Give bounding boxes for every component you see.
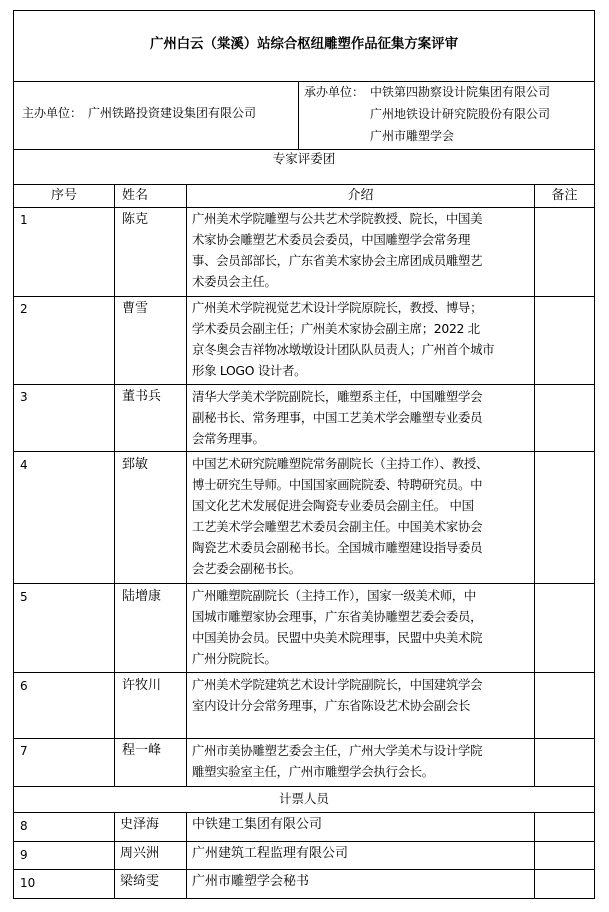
table-row-no: 10 xyxy=(20,876,36,890)
table-row-intro: 雕塑实验室主任，广州市雕塑学会执行会长。 xyxy=(192,764,434,779)
rule-col-remark-b xyxy=(534,812,535,898)
sponsor-name: 广州铁路投资建设集团有限公司 xyxy=(88,106,257,120)
column-header-remark: 备注 xyxy=(551,188,578,203)
table-row-org: 广州市雕塑学会秘书 xyxy=(192,874,310,889)
table-row-intro: 广州美术学院雕塑与公共艺术学院教授、院长，中国美 xyxy=(192,211,483,226)
table-row-no: 7 xyxy=(20,744,28,758)
table-row-intro: 术委员会主任。 xyxy=(192,274,277,289)
table-row-name: 陆增康 xyxy=(122,589,162,604)
rule-row2 xyxy=(13,384,595,385)
table-row-intro: 学术委员会副主任；广州美术家协会副主席；2022 北 xyxy=(192,321,480,336)
rule-row7 xyxy=(13,786,595,787)
rule-units-divider xyxy=(298,81,299,149)
rule-col-name-b xyxy=(186,812,187,898)
sponsor-label: 主办单位： xyxy=(22,106,83,120)
table-row-intro: 广州雕塑院副院长（主持工作），国家一级美术师，中 xyxy=(192,588,476,603)
counter-section-heading: 计票人员 xyxy=(278,791,329,806)
table-row-name: 郅敏 xyxy=(122,457,149,472)
rule-row6 xyxy=(13,738,595,739)
rule-col-no-b xyxy=(114,812,115,898)
rule-right xyxy=(594,10,595,899)
table-row-no: 4 xyxy=(20,458,28,472)
table-row-intro: 工艺美术学会雕塑艺术委员会副主任。中国美术家协会 xyxy=(192,519,483,534)
table-row-no: 8 xyxy=(20,819,28,833)
column-header-name: 姓名 xyxy=(122,188,149,203)
rule-section-bottom xyxy=(13,184,595,185)
organizer-name: 广州市雕塑学会 xyxy=(370,129,455,143)
rule-row9 xyxy=(13,869,595,870)
table-row-no: 2 xyxy=(20,302,28,316)
table-row-name: 陈克 xyxy=(122,212,149,227)
table-row-name: 周兴洲 xyxy=(120,846,160,861)
organizer-name: 广州地铁设计研究院股份有限公司 xyxy=(370,107,551,121)
table-row-intro: 事、会员部部长，广东省美术家协会主席团成员雕塑艺 xyxy=(192,253,483,268)
table-row-intro: 室内设计分会常务理事，广东省陈设艺术协会副会长 xyxy=(192,698,471,713)
table-row-intro: 国城市雕塑家协会理事，广东省美协雕塑艺委会委员， xyxy=(192,609,483,624)
table-row-name: 曹雪 xyxy=(122,301,149,316)
table-row-no: 6 xyxy=(20,679,28,693)
table-row-intro: 广州美术学院视觉艺术设计学院原院长，教授、博导； xyxy=(192,300,483,315)
table-row-no: 5 xyxy=(20,590,28,604)
rule-row8 xyxy=(13,841,595,842)
table-row-no: 1 xyxy=(20,213,28,227)
table-row-no: 3 xyxy=(20,390,28,404)
column-header-intro: 介绍 xyxy=(347,188,374,203)
organizer-label: 承办单位： xyxy=(304,85,365,99)
table-row-intro: 中国美协会员。民盟中央美术院理事，民盟中央美术院 xyxy=(192,630,483,645)
table-row-intro: 京冬奥会吉祥物冰墩墩设计团队队员责人；广州首个城市 xyxy=(192,342,495,357)
table-row-name: 程一峰 xyxy=(122,743,162,758)
table-row-name: 董书兵 xyxy=(122,389,162,404)
organizer-name: 中铁第四勘察设计院集团有限公司 xyxy=(370,85,551,99)
table-row-intro: 陶瓷艺术委员会副秘书长。全国城市雕塑建设指导委员 xyxy=(192,540,483,555)
rule-bottom xyxy=(13,898,595,899)
table-row-org: 广州建筑工程监理有限公司 xyxy=(192,846,349,861)
table-row-name: 许牧川 xyxy=(122,678,162,693)
table-row-intro: 中国艺术研究院雕塑院常务副院长（主持工作）、教授、 xyxy=(192,456,489,471)
table-row-intro: 博士研究生导师。中国国家画院院委、特聘研究员。中 xyxy=(192,477,483,492)
rule-row5 xyxy=(13,672,595,673)
table-row-intro: 会常务理事。 xyxy=(192,431,265,446)
table-row-intro: 广州美术学院建筑艺术设计学院副院长，中国建筑学会 xyxy=(192,677,483,692)
table-row-org: 中铁建工集团有限公司 xyxy=(192,817,323,832)
rule-row3 xyxy=(13,451,595,452)
rule-row4 xyxy=(13,583,595,584)
rule-left xyxy=(13,10,14,899)
rule-col-name-a xyxy=(186,184,187,786)
table-row-name: 史泽海 xyxy=(120,817,160,832)
expert-section-heading: 专家评委团 xyxy=(272,151,336,166)
rule-counter-section xyxy=(13,812,595,813)
column-header-no: 序号 xyxy=(50,188,77,203)
rule-top xyxy=(13,10,595,11)
table-row-intro: 会艺委会副秘书长。 xyxy=(192,561,301,576)
table-row-intro: 清华大学美术学院副院长，雕塑系主任，中国雕塑学会 xyxy=(192,389,483,404)
table-row-intro: 广州分院院长。 xyxy=(192,651,277,666)
page-title: 广州白云（棠溪）站综合枢纽雕塑作品征集方案评审 xyxy=(150,37,458,52)
table-row-intro: 副秘书长、常务理事，中国工艺美术学会雕塑专业委员 xyxy=(192,410,483,425)
table-row-intro: 广州市美协雕塑艺委会主任，广州大学美术与设计学院 xyxy=(192,743,483,758)
rule-col-no-a xyxy=(114,184,115,786)
table-row-intro: 国文化艺术发展促进会陶瓷专业委员会副主任。 中国 xyxy=(192,498,474,513)
rule-col-remark-a xyxy=(534,184,535,786)
table-row-intro: 术家协会雕塑艺术委员会委员，中国雕塑学会常务理 xyxy=(192,232,471,247)
table-row-intro: 形象 LOGO 设计者。 xyxy=(192,363,307,378)
table-row-name: 梁绮雯 xyxy=(120,874,160,889)
table-row-no: 9 xyxy=(20,848,28,862)
